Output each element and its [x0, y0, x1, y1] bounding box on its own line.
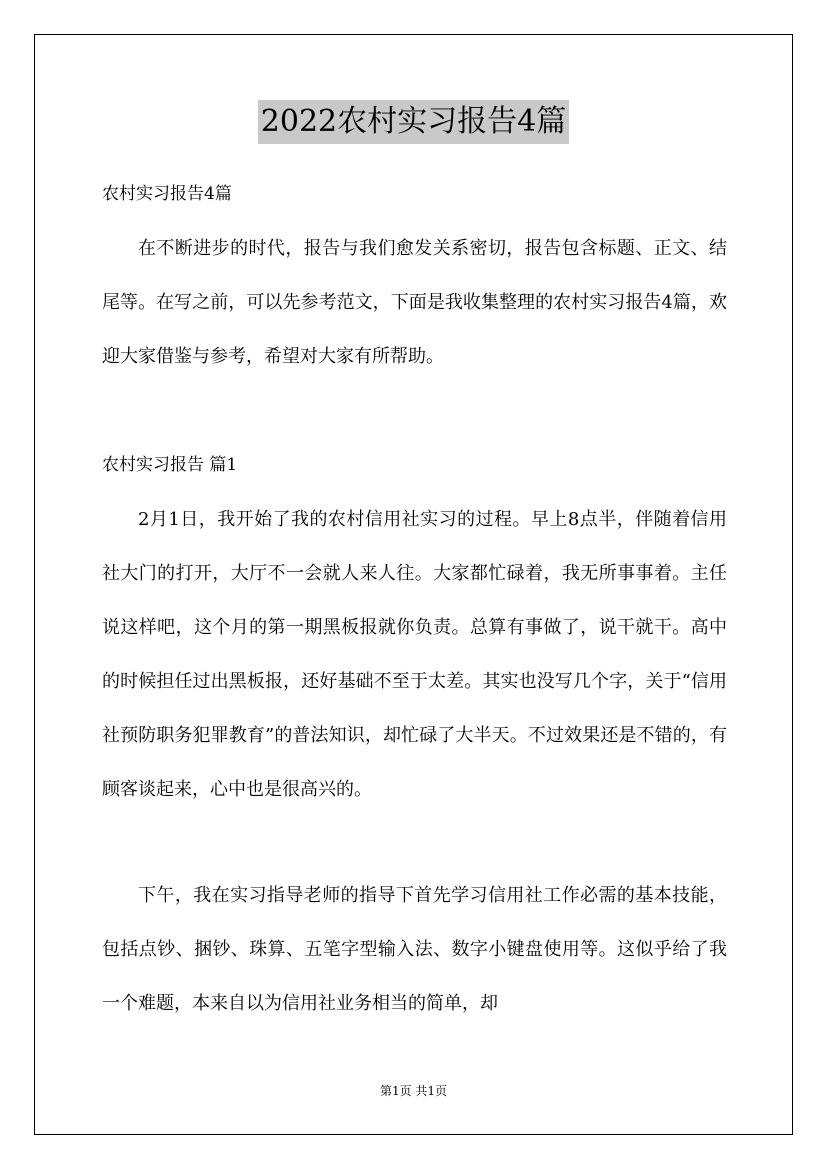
document-title: 2022农村实习报告4篇 [0, 100, 827, 144]
intro-paragraph: 在不断进步的时代，报告与我们愈发关系密切，报告包含标题、正文、结尾等。在写之前，可以先参考范文，下面是我收集整理的农村实习报告4篇，欢迎大家借鉴与参考，希望对大家有所帮助。 [102, 238, 727, 367]
body-paragraph-2: 下午，我在实习指导老师的指导下首先学习信用社工作必需的基本技能，包括点钞、捆钞、珠算、五笔字型输入法、数字小键盘使用等。这似乎给了我一个难题，本来自以为信用社业务相当的简单，却 [102, 885, 727, 1014]
section-heading: 农村实习报告 篇1 [102, 455, 238, 475]
page-footer: 第1页 共1页 [379, 1084, 448, 1098]
body-paragraph-1: 2月1日，我开始了我的农村信用社实习的过程。早上8点半，伴随着信用社大门的打开，大厅不一会就人来人往。大家都忙碌着，我无所事事着。主任说这样吧，这个月的第一期黑板报就你负责。总算有事做了，说干就干。高中的时候担任过出黑板报，还好基础不至于太差。其实也没写几个字，关于“信用社预防职务犯罪教育”的普法知识，却忙碌了大半天。不过效果还是不错的，有顾客谈起来，心中也是很高兴的。 [102, 509, 727, 800]
document-subtitle: 农村实习报告4篇 [102, 184, 232, 204]
